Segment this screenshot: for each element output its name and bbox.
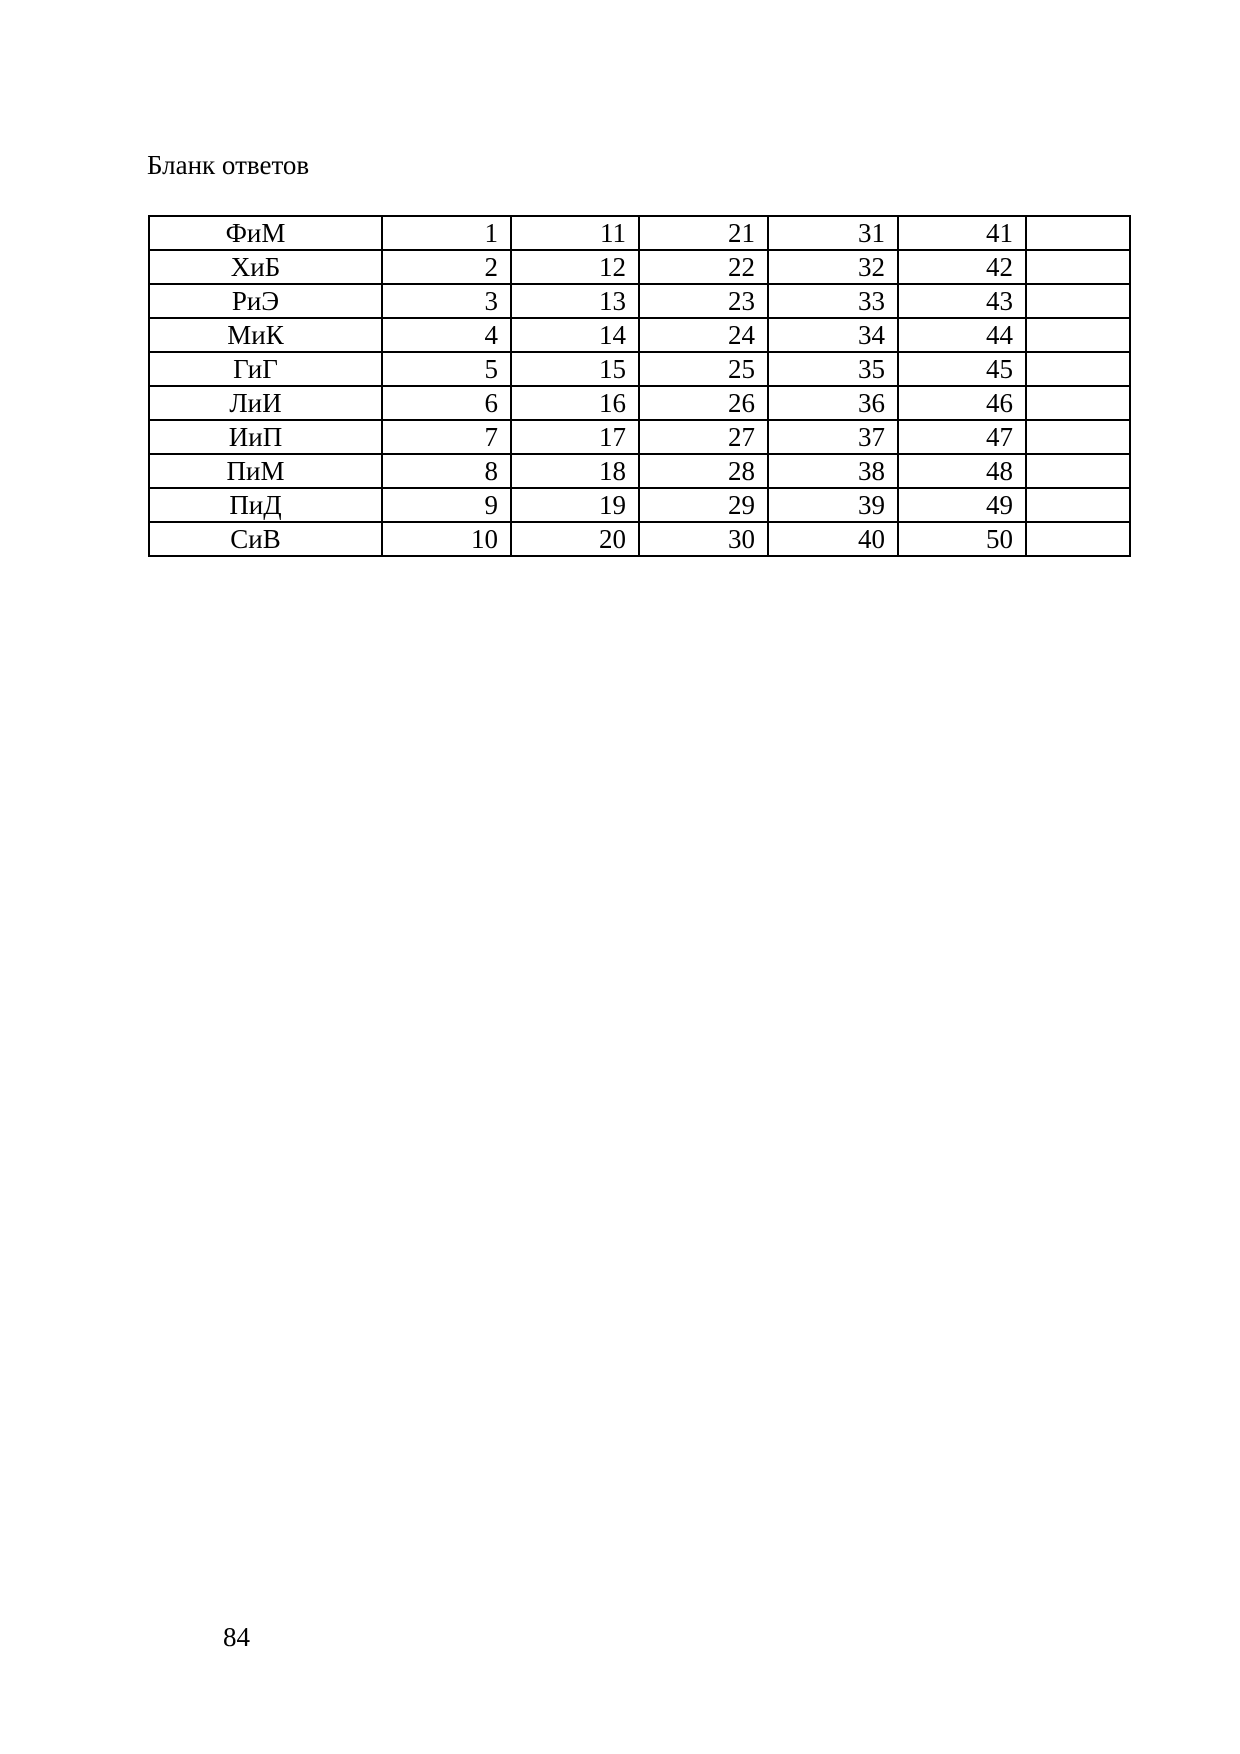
- question-number-cell: 36: [768, 386, 898, 420]
- answer-table: [148, 215, 1131, 557]
- answer-total-cell[interactable]: [1026, 454, 1130, 488]
- answer-table-body: [149, 216, 1130, 556]
- category-code-cell: ИиП: [149, 420, 382, 454]
- question-number-cell: 49: [898, 488, 1026, 522]
- question-number-cell: 44: [898, 318, 1026, 352]
- category-code-cell: СиВ: [149, 522, 382, 556]
- question-number-cell: 31: [768, 216, 898, 250]
- question-number-cell: 13: [511, 284, 639, 318]
- question-number-cell: 33: [768, 284, 898, 318]
- question-number-cell: 34: [768, 318, 898, 352]
- question-number-cell: 3: [382, 284, 511, 318]
- question-number-cell: 6: [382, 386, 511, 420]
- question-number-cell: 38: [768, 454, 898, 488]
- question-number-cell: 40: [768, 522, 898, 556]
- question-number-cell: 47: [898, 420, 1026, 454]
- table-row: [149, 284, 1130, 318]
- question-number-cell: 23: [639, 284, 768, 318]
- question-number-cell: 19: [511, 488, 639, 522]
- category-code-cell: ФиМ: [149, 216, 382, 250]
- table-row: [149, 318, 1130, 352]
- question-number-cell: 17: [511, 420, 639, 454]
- question-number-cell: 5: [382, 352, 511, 386]
- table-row: [149, 420, 1130, 454]
- question-number-cell: 41: [898, 216, 1026, 250]
- question-number-cell: 39: [768, 488, 898, 522]
- answer-total-cell[interactable]: [1026, 284, 1130, 318]
- question-number-cell: 10: [382, 522, 511, 556]
- question-number-cell: 27: [639, 420, 768, 454]
- table-row: [149, 386, 1130, 420]
- question-number-cell: 25: [639, 352, 768, 386]
- category-code-cell: МиК: [149, 318, 382, 352]
- answer-total-cell[interactable]: [1026, 318, 1130, 352]
- question-number-cell: 50: [898, 522, 1026, 556]
- table-row: [149, 216, 1130, 250]
- question-number-cell: 9: [382, 488, 511, 522]
- question-number-cell: 43: [898, 284, 1026, 318]
- category-code-cell: РиЭ: [149, 284, 382, 318]
- question-number-cell: 37: [768, 420, 898, 454]
- question-number-cell: 1: [382, 216, 511, 250]
- table-row: [149, 454, 1130, 488]
- question-number-cell: 42: [898, 250, 1026, 284]
- category-code-cell: ГиГ: [149, 352, 382, 386]
- answer-total-cell[interactable]: [1026, 250, 1130, 284]
- answer-total-cell[interactable]: [1026, 352, 1130, 386]
- answer-total-cell[interactable]: [1026, 216, 1130, 250]
- question-number-cell: 20: [511, 522, 639, 556]
- question-number-cell: 32: [768, 250, 898, 284]
- question-number-cell: 11: [511, 216, 639, 250]
- question-number-cell: 18: [511, 454, 639, 488]
- question-number-cell: 28: [639, 454, 768, 488]
- question-number-cell: 8: [382, 454, 511, 488]
- question-number-cell: 14: [511, 318, 639, 352]
- answer-total-cell[interactable]: [1026, 386, 1130, 420]
- question-number-cell: 48: [898, 454, 1026, 488]
- question-number-cell: 7: [382, 420, 511, 454]
- question-number-cell: 22: [639, 250, 768, 284]
- question-number-cell: 30: [639, 522, 768, 556]
- question-number-cell: 26: [639, 386, 768, 420]
- question-number-cell: 35: [768, 352, 898, 386]
- answer-total-cell[interactable]: [1026, 522, 1130, 556]
- table-row: [149, 250, 1130, 284]
- table-row: [149, 488, 1130, 522]
- page-number: 84: [223, 1622, 250, 1652]
- table-row: [149, 522, 1130, 556]
- question-number-cell: 15: [511, 352, 639, 386]
- question-number-cell: 29: [639, 488, 768, 522]
- question-number-cell: 16: [511, 386, 639, 420]
- answer-total-cell[interactable]: [1026, 420, 1130, 454]
- question-number-cell: 4: [382, 318, 511, 352]
- category-code-cell: ЛиИ: [149, 386, 382, 420]
- page-title: Бланк ответов: [147, 150, 310, 180]
- question-number-cell: 12: [511, 250, 639, 284]
- table-row: [149, 352, 1130, 386]
- question-number-cell: 21: [639, 216, 768, 250]
- category-code-cell: ПиМ: [149, 454, 382, 488]
- category-code-cell: ХиБ: [149, 250, 382, 284]
- question-number-cell: 46: [898, 386, 1026, 420]
- answer-total-cell[interactable]: [1026, 488, 1130, 522]
- question-number-cell: 2: [382, 250, 511, 284]
- question-number-cell: 24: [639, 318, 768, 352]
- question-number-cell: 45: [898, 352, 1026, 386]
- category-code-cell: ПиД: [149, 488, 382, 522]
